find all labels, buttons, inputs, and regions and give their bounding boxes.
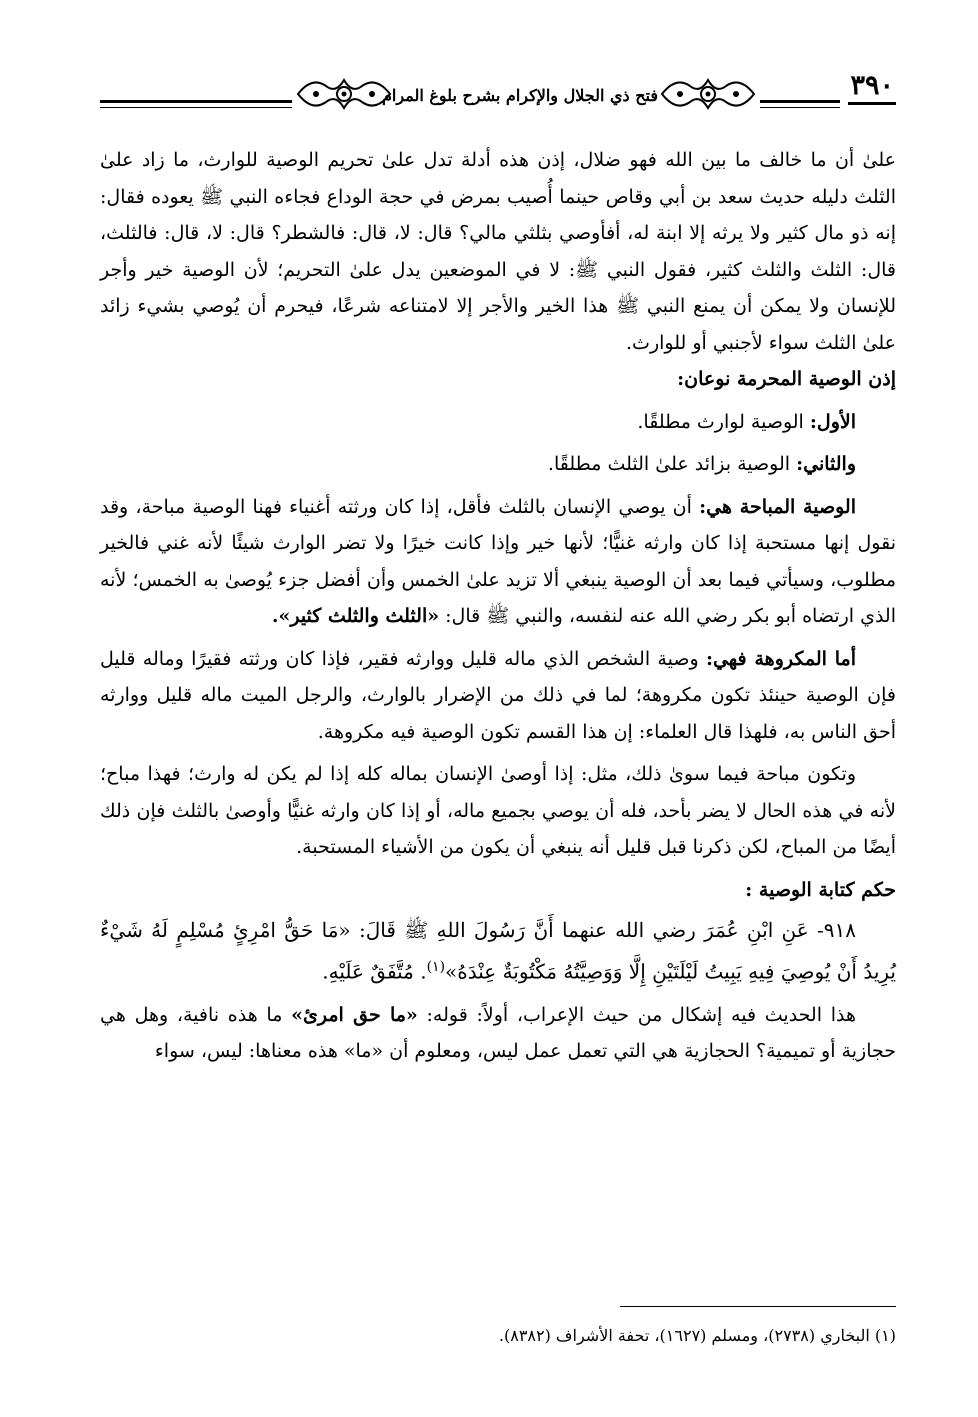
header-rule [100, 100, 292, 103]
hadith-text: عَنِ ابْنِ عُمَرَ رضي الله عنهما أَنَّ رَسُولَ اللهِ ﷺ قَالَ: «مَا حَقُّ امْرِئٍ مُسْلِمٍ لَهُ شَيْءٌ يُرِيدُ أَنْ يُوصِيَ فِيهِ يَبِيتُ لَيْلَتَيْنِ إِلَّا وَوَصِيَّتُهُ مَكْتُوبَةٌ عِنْدَهُ» [100, 918, 896, 984]
paragraph-text: ما هذه نافية، وهل هي حجازية أو تميمية؟ الحجازية هي التي تعمل عمل ليس، ومعلوم أن «ما» هذه معناها: ليس، سواء [100, 1003, 896, 1063]
paragraph [100, 489, 896, 635]
header-rule [100, 107, 292, 108]
footnote-ref: (١) [426, 959, 446, 975]
section-heading: إذن الوصية المحرمة نوعان: [677, 368, 896, 390]
paragraph: وتكون مباحة فيما سوىٰ ذلك، مثل: إذا أوصىٰ الإنسان بماله كله إذا لم يكن له وارث؛ فهذا مباح؛ لأنه في هذه الحال لا يضر بأحد، فله أن يوصي بجميع ماله، أو إذا كان وارثه غنيًّا وأوصىٰ بالثلث فإن ذلك أيضًا من المباح، لكن ذكرنا قبل قليل أنه ينبغي أن يكون من الأشياء المستحبة. [100, 763, 896, 858]
hadith [100, 912, 896, 991]
item-label: والثاني: [796, 453, 856, 475]
term-label: الوصية المباحة هي: [699, 495, 856, 518]
hadith-number: ٩١٨- [817, 918, 856, 942]
item-text: الوصية بزائد علىٰ الثلث مطلقًا. [547, 453, 791, 475]
paragraph [100, 641, 896, 751]
ornament-icon [658, 72, 758, 116]
quote: «ما حق امرئ» [291, 1003, 418, 1026]
ornament-icon [294, 72, 394, 116]
header-rule [760, 107, 840, 108]
paragraph: علىٰ أن ما خالف ما بين الله فهو ضلال، إذن هذه أدلة تدل علىٰ تحريم الوصية للوارث، ما زاد علىٰ الثلث دليله حديث سعد بن أبي وقاص حينما أُصيب بمرض في حجة الوداع فجاءه النبي ﷺ يعوده فقال: إنه ذو مال كثير ولا يرثه إلا ابنة له، أفأوصي بثلثي مالي؟ قال: لا، قال: فالشطر؟ قال: لا، قال: فالثلث، قال: الثلث والثلث كثير، فقول النبي ﷺ: لا في الموضعين يدل علىٰ التحريم؛ لأن الوصية خير وأجر للإنسان ولا يمكن أن يمنع النبي ﷺ هذا الخير والأجر إلا لامتناعه شرعًا، فيحرم أن يُوصي بشيء زائد علىٰ الثلث سواء لأجنبي أو للوارث. [100, 149, 896, 354]
footnote-rule [620, 1306, 896, 1307]
paragraph [100, 997, 896, 1070]
hadith-source: . مُتَّفَقٌ عَلَيْهِ. [322, 959, 427, 984]
page-body [100, 142, 896, 1070]
section-heading: حكم كتابة الوصية : [745, 878, 896, 901]
quote: «الثلث والثلث كثير». [271, 605, 440, 627]
paragraph-text: هذا الحديث فيه إشكال من حيث الإعراب، أولاً: قوله: [426, 1003, 856, 1026]
item-label: الأول: [809, 410, 856, 433]
footnote: (١) البخاري (٢٧٣٨)، ومسلم (١٦٢٧)، تحفة الأشراف (٨٣٨٢). [498, 1326, 896, 1345]
paragraph-text: وصية الشخص الذي ماله قليل ووارثه فقير، فإذا كان ورثته فقيرًا وماله قليل فإن الوصية حينئذ تكون مكروهة؛ لما في ذلك من الإضرار بالوارث، والرجل الميت ماله قليل ووارثه أحق الناس به، فلهذا قال العلماء: إن هذا القسم تكون الوصية فيه مكروهة. [100, 647, 896, 743]
page-number: ٣٩٠ [848, 72, 896, 105]
book-title: فتح ذي الجلال والإكرام بشرح بلوغ المرام [382, 86, 658, 105]
list-item [100, 446, 896, 483]
paragraph-text: أن يوصي الإنسان بالثلث فأقل، إذا كان ورثته أغنياء فهنا الوصية مباحة، وقد نقول إنها مستحبة إذا كان وارثه غنيًّا؛ لأنها خير وإذا كانت خيرًا ولا تضر الوارث شيئًا لأنه غني فالخير مطلوب، وسيأتي فيما بعد أن الوصية ينبغي ألا تزيد علىٰ الخمس وأن أفضل جزء يُوصىٰ به الخمس؛ لأنه الذي ارتضاه أبو بكر رضي الله عنه لنفسه، والنبي ﷺ قال: [100, 495, 896, 627]
term-label: أما المكروهة فهي: [705, 647, 857, 670]
header-rule [760, 100, 840, 103]
item-text: الوصية لوارث مطلقًا. [637, 410, 804, 433]
running-header [100, 70, 896, 120]
list-item [100, 404, 896, 441]
